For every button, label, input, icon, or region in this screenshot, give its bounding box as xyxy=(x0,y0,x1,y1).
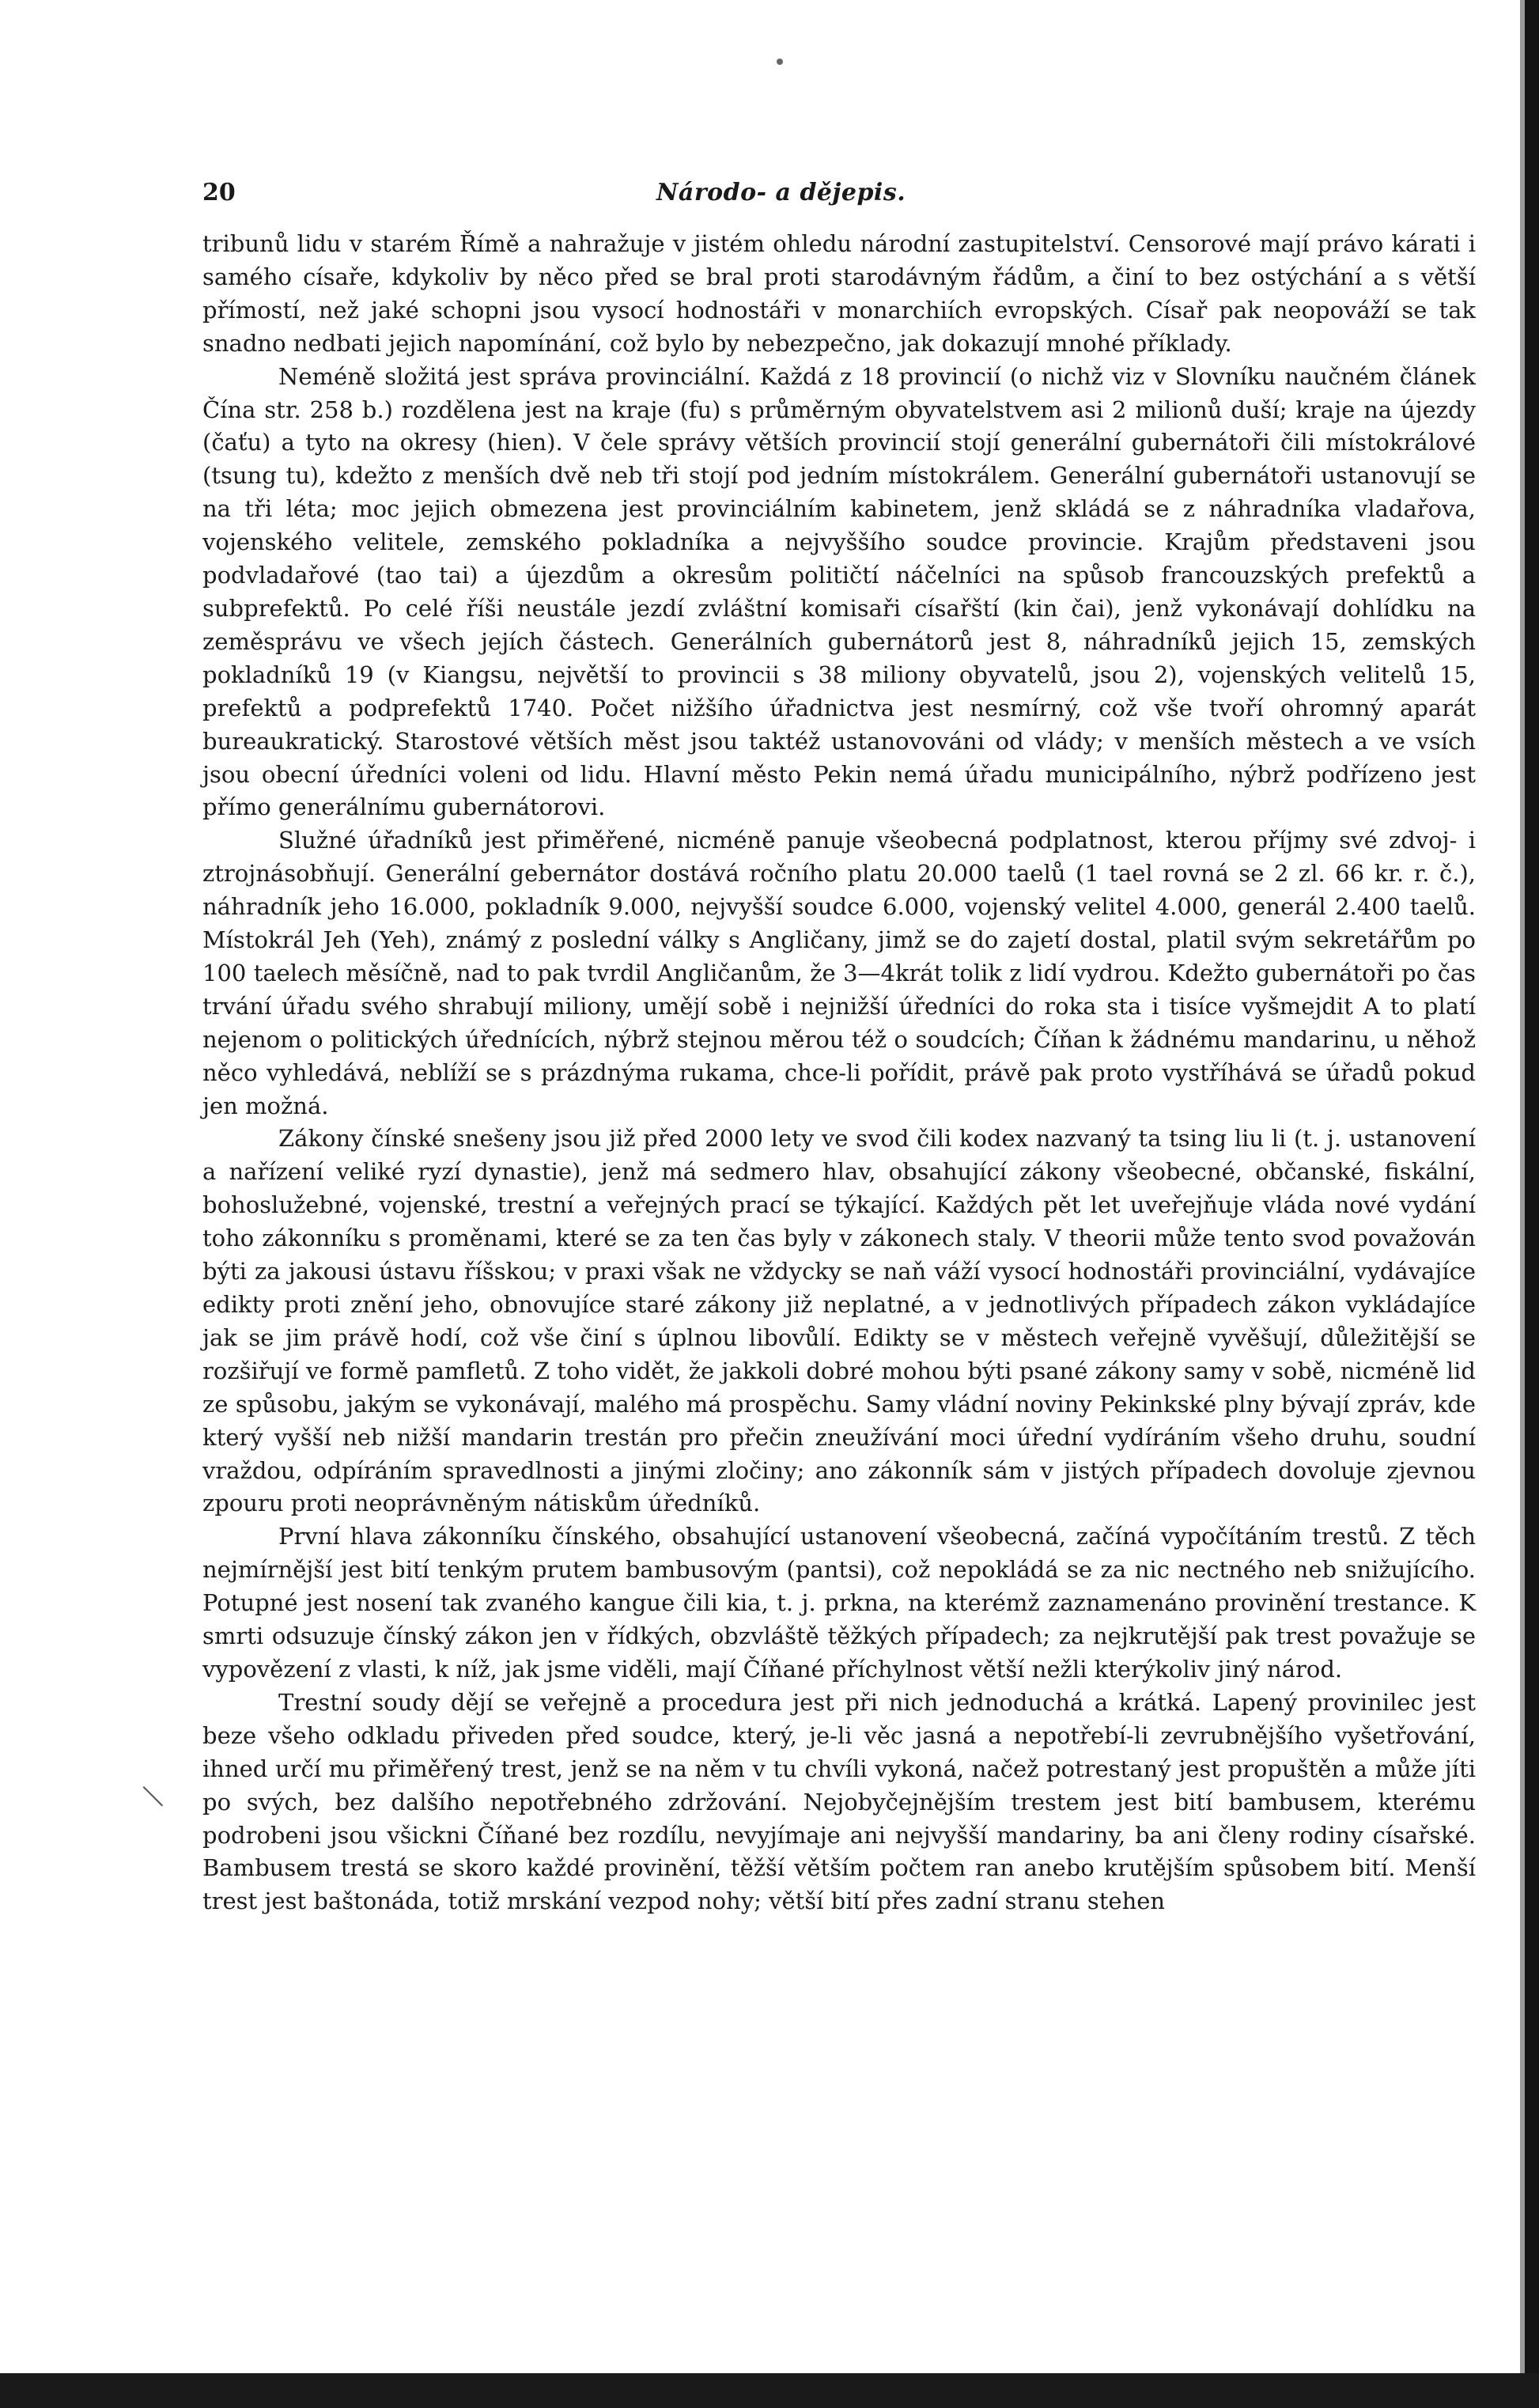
paragraph-6: Trestní soudy dějí se veřejně a procedura jest při nich jednoduchá a krátká. Lapený provinilec jest beze všeho odkladu přiveden před soudce, který, je-li věc jasná a nepotřebí-li zevrubnějšího vyšetřování, ihned určí mu přiměřený trest, jenž se na něm v tu chvíli vykoná, načež potrestaný jest propuštěn a může jíti po svých, bez dalšího nepotřebného zdržování. Nejobyčejnějším trestem jest bití bambusem, kterému podrobeni jsou všickni Číňané bez rozdílu, nevyjímaje ani nejvyšší mandariny, ba ani členy rodiny císařské. Bambusem trestá se skoro každé provinění, těžší větším počtem ran anebo krutějším spůsobem bití. Menší trest jest baštonáda, totiž mrskání vezpod nohy; větší bití přes zadní stranu stehen xyxy=(202,1688,1476,1915)
paragraph-2: Neméně složitá jest správa provinciální. Každá z 18 provincií (o nichž viz v Slovníku naučném článek Čína str. 258 b.) rozdělena jest na kraje (fu) s průměrným obyvatelstvem asi 2 milionů duší; kraje na újezdy (čaťu) a tyto na okresy (hien). V čele správy větších provincií stojí generální gubernátoři čili místokrálové (tsung tu), kdežto z menších dvě neb tři stojí pod jedním místokrálem. Generální gubernátoři ustanovují se na tři léta; moc jejich obmezena jest provinciálním kabinetem, jenž skládá se z náhradníka vladařova, vojenského velitele, zemského pokladníka a nejvyššího soudce provincie. Krajům představeni jsou podvladařové (tao tai) a újezdům a okresům političtí náčelníci na spůsob francouzských prefektů a subprefektů. Po celé říši neustále jezdí zvláštní komisaři císařští (kin čai), jenž vykonávají dohlídku na zeměsprávu ve všech jejích částech. Generálních gubernátorů jest 8, náhradníků jejich 15, zemských pokladníků 19 (v Kiangsu, největší to provincii s 38 miliony obyvatelů, jsou 2), vojenských velitelů 15, prefektů a podprefektů 1740. Počet nižšího úřadnictva jest nesmírný, což vše tvoří ohromný aparát bureaukratický. Starostové větších měst jsou taktéž ustanovováni od vlády; v menších městech a ve vsích jsou obecní úředníci voleni od lidu. Hlavní město Pekin nemá úřadu municipálního, nýbrž podřízeno jest přímo generálnímu gubernátorovi. xyxy=(202,362,1476,821)
paragraph-5: První hlava zákonníku čínského, obsahující ustanovení všeobecná, začíná vypočítáním trestů. Z těch nejmírnější jest bití tenkým prutem bambusovým (pantsi), což nepokládá se za nic nectného neb snižujícího. Potupné jest nosení tak zvaného kangue čili kia, t. j. prkna, na kterémž zaznamenáno provinění trestance. K smrti odsuzuje čínský zákon jen v řídkých, obzvláště těžkých případech; za nejkrutější pak trest považuje se vypovězení z vlasti, k níž, jak jsme viděli, mají Číňané příchylnost větší nežli kterýkoliv jiný národ. xyxy=(202,1523,1476,1683)
scan-speck xyxy=(777,59,783,65)
scan-edge-right xyxy=(1525,0,1539,2408)
paragraph-4: Zákony čínské snešeny jsou již před 2000 lety ve svod čili kodex nazvaný ta tsing liu li (t. j. ustanovení a nařízení veliké ryzí dynastie), jenž má sedmero hlav, obsahující zákony všeobecné, občanské, fiskální, bohoslužebné, vojenské, trestní a veřejných prací se týkající. Každých pět let uveřejňuje vláda nové vydání toho zákonníku s proměnami, které se za ten čas byly v zákonech staly. V theorii může tento svod považován býti za jakousi ústavu říšskou; v praxi však ne vždycky se naň váží vysocí hodnostáři provinciální, vydávajíce edikty proti znění jeho, obnovujíce staré zákony již neplatné, a v jednotlivých případech zákon vykládajíce jak se jim právě hodí, což vše činí s úplnou libovůlí. Edikty se v městech veřejně vyvěšují, důležitější se rozšiřují ve formě pamfletů. Z toho vidět, že jakkoli dobré mohou býti psané zákony samy v sobě, nicméně lid ze spůsobu, jakým se vykonávají, malého má prospěchu. Samy vládní noviny Pekinkské plny bývají zpráv, kde který vyšší neb nižší mandarin trestán pro přečin zneužívání moci úřední vydíráním všeho druhu, soudní vraždou, odpíráním spravedlnosti a jinými zločiny; ano zákonník sám v jistých případech dovoluje zjevnou zpouru proti neoprávněným nátiskům úředníků. xyxy=(202,1125,1476,1517)
body-text xyxy=(202,228,1476,1918)
scan-edge-bottom xyxy=(0,2373,1539,2408)
running-head: Národo- a dějepis. xyxy=(656,179,906,206)
margin-pencil-mark xyxy=(143,1786,163,1806)
page-header xyxy=(202,179,1476,210)
page-number: 20 xyxy=(202,179,236,206)
paragraph-3: Služné úřadníků jest přiměřené, nicméně panuje všeobecná podplatnost, kterou příjmy své zdvoj- i ztrojnásobňují. Generální gebernátor dostává ročního platu 20.000 taelů (1 tael rovná se 2 zl. 66 kr. r. č.), náhradník jeho 16.000, pokladník 9.000, nejvyšší soudce 6.000, vojenský velitel 4.000, generál 2.400 taelů. Místokrál Jeh (Yeh), známý z poslední války s Angličany, jimž se do zajetí dostal, platil svým sekretářům po 100 taelech měsíčně, nad to pak tvrdil Angličanům, že 3—4krát tolik z lidí vydrou. Kdežto gubernátoři po čas trvání úřadu svého shrabují miliony, umějí sobě i nejnižší úředníci do roka sta i tisíce vyšmejdit A to platí nejenom o politických úřednících, nýbrž stejnou měrou též o soudcích; Číňan k žádnému mandarinu, u něhož něco vyhledává, neblíží se s prázdnýma rukama, chce-li pořídit, právě pak proto vystříhává se úřadů pokud jen možná. xyxy=(202,827,1476,1119)
paragraph-1: tribunů lidu v starém Římě a nahražuje v jistém ohledu národní zastupitelství. Censorové mají právo kárati i samého císaře, kdykoliv by něco před se bral proti starodávným řádům, a činí to bez ostýchání a s větší přímostí, než jaké schopni jsou vysocí hodnostáři v monarchiích evropských. Císař pak neopováží se tak snadno nedbati jejich napomínání, což bylo by nebezpečno, jak dokazují mnohé příklady. xyxy=(202,230,1476,357)
